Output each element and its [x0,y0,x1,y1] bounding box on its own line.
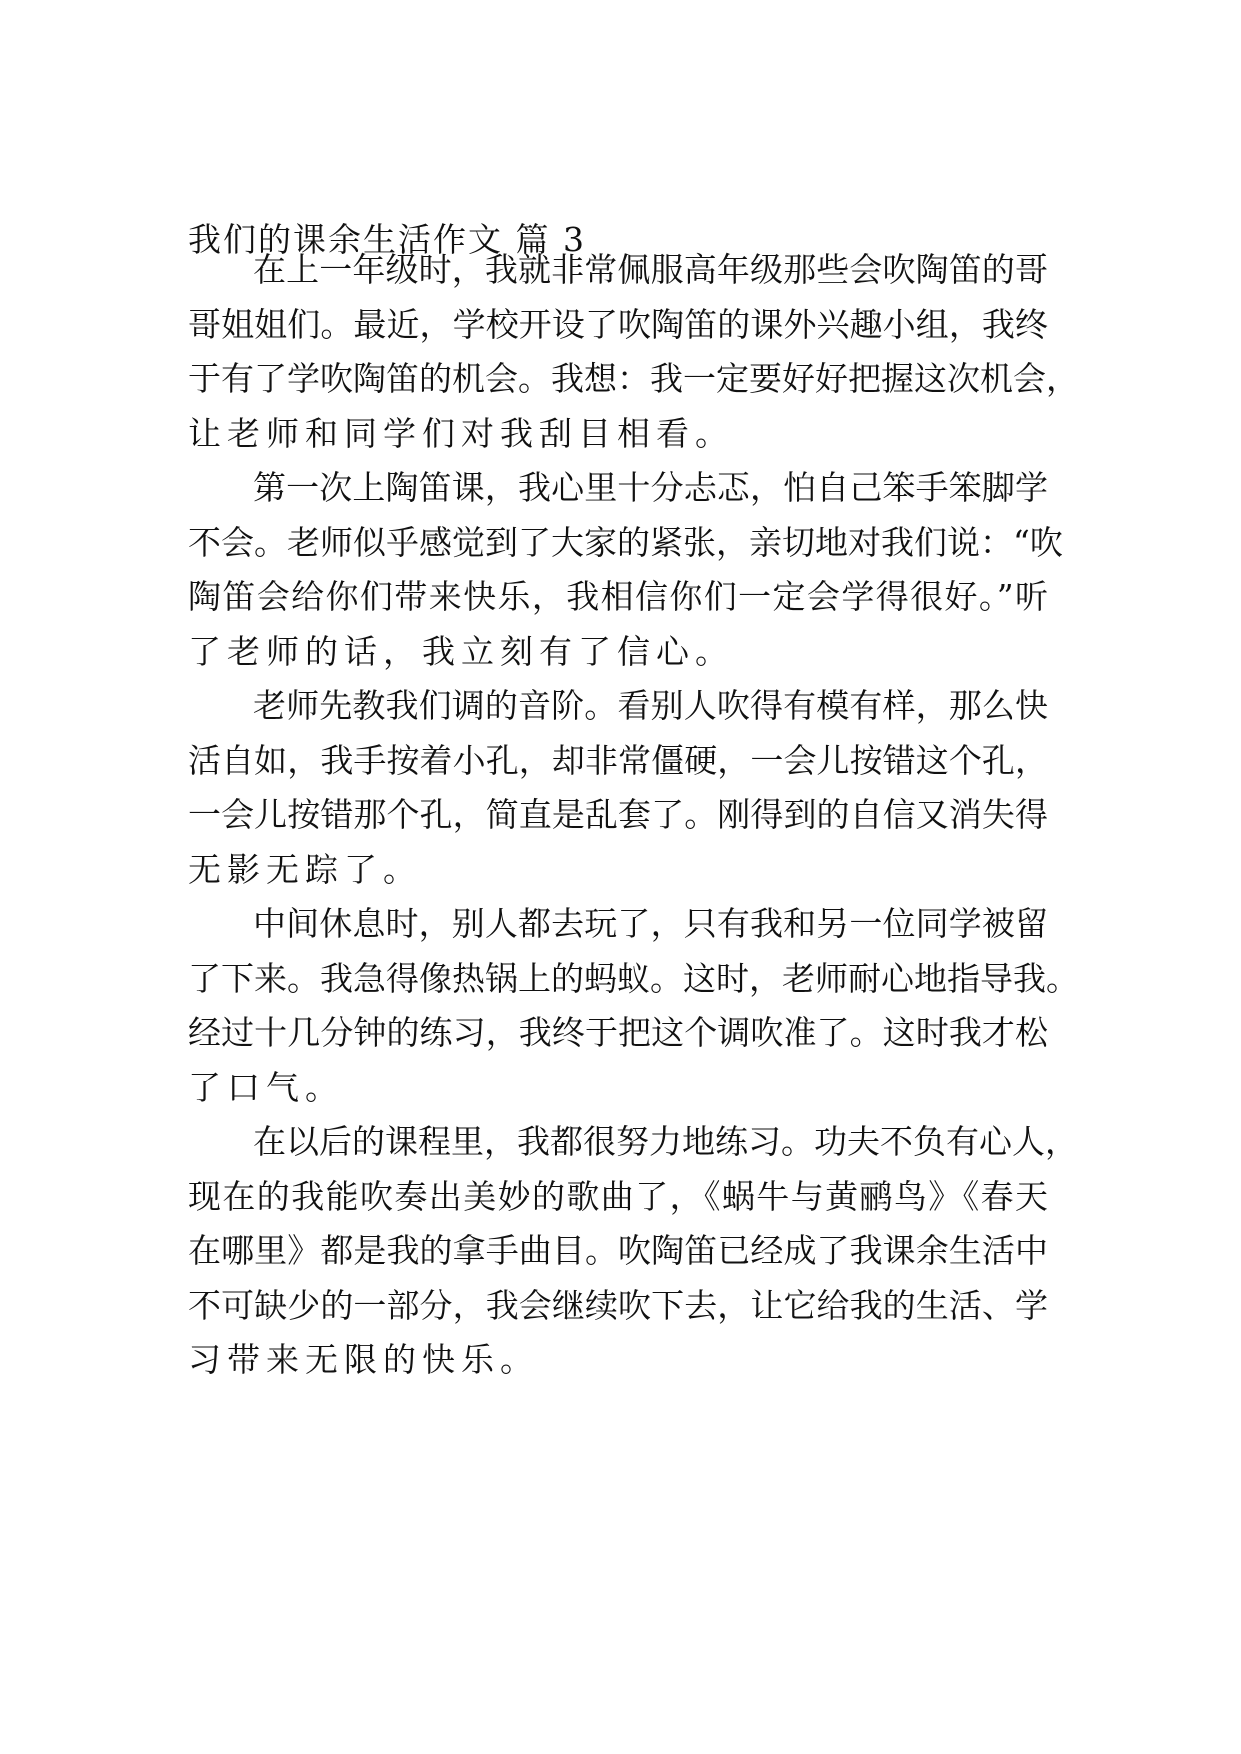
paragraph-2-line-1: 第一次上陶笛课，我心里十分忐忑，怕自己笨手笨脚学 [253,468,1048,507]
paragraph-2-line-2: 不会。老师似乎感觉到了大家的紧张，亲切地对我们说：“吹 [188,523,1063,562]
paragraph-3-line-1: 老师先教我们调的音阶。看别人吹得有模有样，那么快 [253,686,1048,725]
paragraph-1-line-4: 让老师和同学们对我刮目相看。 [188,414,734,453]
paragraph-4-line-3: 经过十几分钟的练习，我终于把这个调吹准了。这时我才松 [188,1013,1048,1052]
paragraph-2-line-4: 了老师的话，我立刻有了信心。 [188,632,734,671]
paragraph-5-line-1: 在以后的课程里，我都很努力地练习。功夫不负有心人， [253,1122,1078,1161]
paragraph-4-line-2: 了下来。我急得像热锅上的蚂蚁。这时，老师耐心地指导我。 [188,959,1079,998]
paragraph-3-line-3: 一会儿按错那个孔，简直是乱套了。刚得到的自信又消失得 [188,795,1048,834]
essay-title: 我们的课余生活作文 篇 3 [188,220,586,259]
paragraph-4-line-1: 中间休息时，别人都去玩了，只有我和另一位同学被留 [253,904,1048,943]
paragraph-5-line-4: 不可缺少的一部分，我会继续吹下去，让它给我的生活、学 [188,1286,1048,1325]
paragraph-1-line-1: 在上一年级时，我就非常佩服高年级那些会吹陶笛的哥 [253,250,1048,289]
paragraph-1-line-2: 哥姐姐们。最近，学校开设了吹陶笛的课外兴趣小组，我终 [188,305,1048,344]
paragraph-2-line-3: 陶笛会给你们带来快乐，我相信你们一定会学得很好。”听 [188,577,1048,616]
paragraph-5-line-5: 习带来无限的快乐。 [188,1340,539,1379]
paragraph-3-line-2: 活自如，我手按着小孔，却非常僵硬，一会儿按错这个孔， [188,741,1048,780]
paragraph-1-line-3: 于有了学吹陶笛的机会。我想：我一定要好好把握这次机会， [188,359,1079,398]
paragraph-3-line-4: 无影无踪了。 [188,850,422,889]
paragraph-5-line-2: 现在的我能吹奏出美妙的歌曲了，《蜗牛与黄鹂鸟》《春天 [188,1177,1048,1216]
paragraph-4-line-4: 了口气。 [188,1068,344,1107]
paragraph-5-line-3: 在哪里》都是我的拿手曲目。吹陶笛已经成了我课余生活中 [188,1231,1048,1270]
